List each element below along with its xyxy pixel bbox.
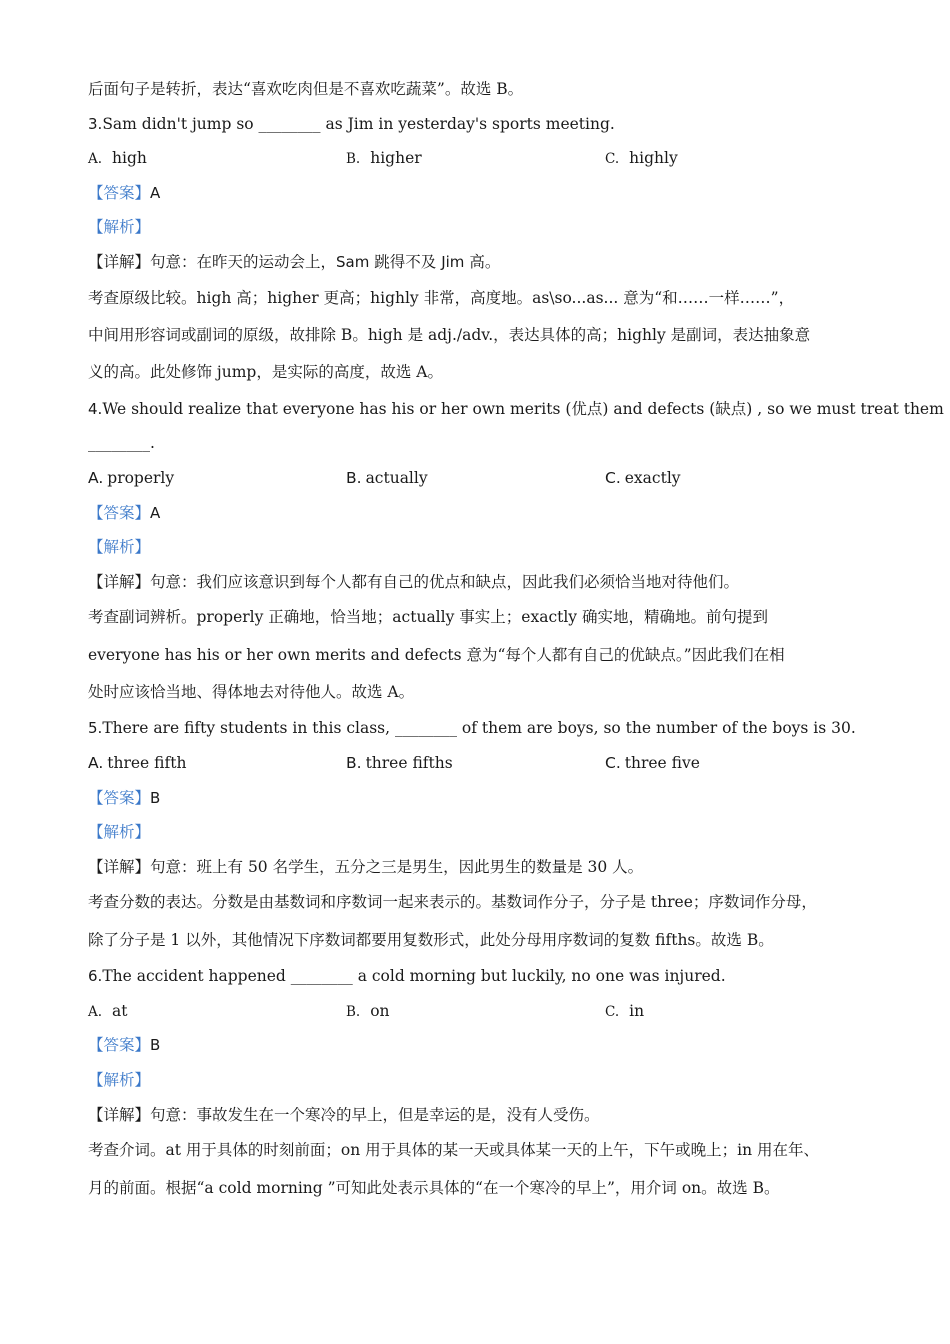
detail-row: 【详解】句意：班上有 50 名学生，五分之三是男生，因此男生的数量是 30 人。 [88,857,644,876]
question-text: There are fifty students in this class, ________ of them are boys, so the number of the boys is 30. [102,719,856,738]
question-number: 5. [88,719,103,738]
question-5-options [88,746,864,781]
question-4-options [88,461,864,496]
option-a: A. three fifth [88,754,187,773]
analysis-row [88,210,864,245]
option-a: A. at [88,1001,128,1020]
detail-label: 【详解】 [88,1105,151,1124]
answer-label: 【答案】 [88,788,151,807]
question-number: 4. [88,399,103,418]
answer-value: B [150,1036,161,1055]
explanation-line: 处时应该恰当地、得体地去对待他人。故选 A。 [88,683,415,702]
analysis-row [88,1063,864,1098]
question-6-stem [88,959,864,994]
explanation-line: everyone has his or her own merits and defects 意为“每个人都有自己的优缺点。”因此我们在相 [88,645,785,664]
answer-row [88,781,864,816]
detail-row: 【详解】句意：我们应该意识到每个人都有自己的优点和缺点，因此我们必须恰当地对待他们。 [88,572,740,591]
answer-row [88,496,864,531]
detail-label: 【详解】 [88,252,151,271]
detail-row: 【详解】句意：事故发生在一个寒冷的早上，但是幸运的是，没有人受伤。 [88,1105,600,1124]
explanation-line: 考查介词。at 用于具体的时刻前面；on 用于具体的某一天或具体某一天的上午，下午或晚上；in 用在年、 [88,1141,820,1160]
analysis-label: 【解析】 [88,218,151,237]
option-c: C. exactly [605,468,681,487]
analysis-row [88,815,864,850]
analysis-row [88,530,864,565]
answer-row [88,176,864,211]
option-a: A. high [88,149,147,168]
question-text: We should realize that everyone has his or her own merits (优点) and defects (缺点) , so we must treat them [102,399,944,418]
question-3-stem [88,107,864,142]
answer-row [88,1028,864,1063]
answer-label: 【答案】 [88,183,151,202]
answer-label: 【答案】 [88,1036,151,1055]
analysis-label: 【解析】 [88,1071,151,1089]
option-c: C. highly [605,149,678,168]
option-b: B. higher [346,149,422,168]
explanation-line: 考查副词辨析。properly 正确地，恰当地；actually 事实上；exactly 确实地，精确地。前句提到 [88,608,768,627]
answer-value: A [150,503,161,522]
intro-text: 后面句子是转折，表达“喜欢吃肉但是不喜欢吃蔬菜”。故选 B。 [88,80,524,98]
question-4-stem-continued: ________. [88,434,155,453]
detail-label: 【详解】 [88,857,151,876]
question-text: The accident happened ________ a cold morning but luckily, no one was injured. [102,967,726,986]
question-4-stem [88,392,944,427]
option-c: C. in [605,1001,645,1020]
option-b: B. three fifths [346,754,453,773]
option-b: B. actually [346,468,428,487]
explanation-line: 考查分数的表达。分数是由基数词和序数词一起来表示的。基数词作分子，分子是 three；序数词作分母， [88,893,817,912]
question-number: 3. [88,114,103,133]
option-b: B. on [346,1001,390,1020]
explanation-line: 除了分子是 1 以外，其他情况下序数词都要用复数形式，此处分母用序数词的复数 fifths。故选 B。 [88,930,774,949]
question-3-options [88,141,864,176]
option-c: C. three five [605,754,700,773]
question-number: 6. [88,967,103,986]
answer-value: A [150,183,161,202]
answer-value: B [150,788,161,807]
option-a: A. properly [88,468,175,487]
explanation-line: 中间用形容词或副词的原级，故排除 B。high 是 adj./adv.，表达具体的高；highly 是副词，表达抽象意 [88,325,811,344]
explanation-line: 义的高。此处修饰 jump，是实际的高度，故选 A。 [88,363,443,382]
question-text: Sam didn't jump so ________ as Jim in yesterday's sports meeting. [102,114,615,133]
question-5-stem [88,711,864,746]
answer-label: 【答案】 [88,503,151,522]
question-6-options [88,994,864,1029]
explanation-line: 月的前面。根据“a cold morning ”可知此处表示具体的“在一个寒冷的早上”，用介词 on。故选 B。 [88,1178,780,1197]
analysis-label: 【解析】 [88,538,151,557]
detail-label: 【详解】 [88,572,151,591]
detail-row: 【详解】句意：在昨天的运动会上，Sam 跳得不及 Jim 高。 [88,252,501,271]
analysis-label: 【解析】 [88,823,151,842]
document-page [88,72,944,1207]
explanation-line: 考查原级比较。high 高；higher 更高；highly 非常，高度地。as\so...as... 意为“和……一样……”， [88,288,795,307]
